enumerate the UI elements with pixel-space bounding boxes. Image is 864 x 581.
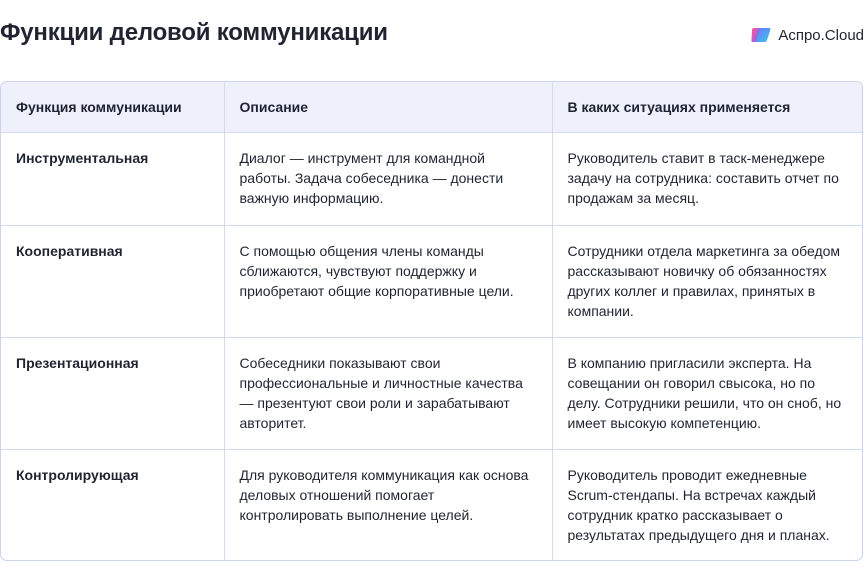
table-row <box>1 449 862 560</box>
table-row <box>1 225 862 337</box>
function-cell: Кооперативная <box>1 225 224 337</box>
description-cell: Для руководителя коммуникация как основа деловых отношений помогает контролировать выполнение целей. <box>224 449 552 560</box>
situation-cell: Сотрудники отдела маркетинга за обедом рассказывают новичку об обязанностях других коллег и правилах, принятых в компании. <box>552 225 862 337</box>
communication-functions-table <box>0 81 863 561</box>
column-header-description: Описание <box>224 82 552 132</box>
function-cell: Презентационная <box>1 337 224 449</box>
description-cell: С помощью общения члены команды сближаются, чувствуют поддержку и приобретают общие корпоративные цели. <box>224 225 552 337</box>
table-row <box>1 132 862 225</box>
situation-cell: Руководитель проводит ежедневные Scrum-стендапы. На встречах каждый сотрудник кратко рассказывает о результатах предыдущего дня и планах. <box>567 466 830 543</box>
brand[interactable] <box>750 24 864 46</box>
column-header-function: Функция коммуникации <box>1 82 224 132</box>
situation-cell: В компанию пригласили эксперта. На совещании он говорил свысока, но по делу. Сотрудники решили, что он сноб, но имеет высокую компетенцию. <box>552 337 862 449</box>
function-cell: Инструментальная <box>1 132 224 225</box>
situation-cell: Руководитель ставит в таск-менеджере задачу на сотрудника: составить отчет по продажам за месяц. <box>552 132 862 225</box>
description-cell: Диалог — инструмент для командной работы. Задача собеседника — донести важную информацию. <box>224 132 552 225</box>
page-title: Функции деловой коммуникации <box>0 19 388 46</box>
table-header-row <box>1 82 862 132</box>
function-cell: Контролирующая <box>1 449 224 560</box>
column-header-situation: В каких ситуациях применяется <box>552 82 862 132</box>
description-cell: Собеседники показывают свои профессиональные и личностные качества — презентуют свои роли и зарабатывают авторитет. <box>224 337 552 449</box>
table-row <box>1 337 862 449</box>
aspro-cloud-logo-icon <box>750 26 772 44</box>
brand-name: Аспро.Cloud <box>778 26 864 44</box>
